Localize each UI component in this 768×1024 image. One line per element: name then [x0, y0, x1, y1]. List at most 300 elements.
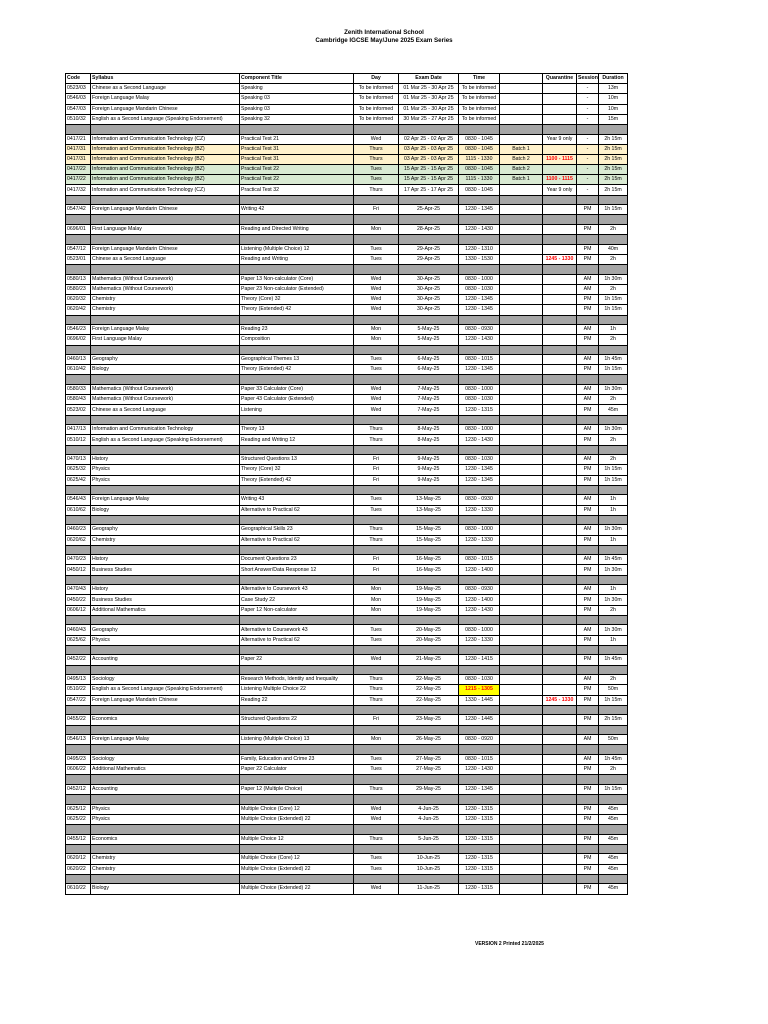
cell-duration: 1h — [599, 535, 628, 545]
separator-cell — [354, 575, 399, 585]
separator-cell — [543, 575, 577, 585]
separator-cell — [599, 645, 628, 655]
cell-time: 1230 - 1315 — [459, 405, 500, 415]
cell-code: 0450/22 — [66, 595, 91, 605]
cell-day: Mon — [354, 595, 399, 605]
separator-cell — [399, 665, 459, 675]
separator-cell — [66, 645, 91, 655]
cell-day: Thurs — [354, 675, 399, 685]
separator-cell — [599, 515, 628, 525]
cell-batch — [500, 305, 543, 315]
exam-timetable — [65, 73, 628, 895]
separator-cell — [500, 575, 543, 585]
separator-cell — [543, 195, 577, 205]
cell-component: Structured Questions 22 — [240, 715, 354, 725]
separator-cell — [354, 645, 399, 655]
cell-batch — [500, 104, 543, 114]
table-row — [66, 884, 628, 894]
cell-code: 0455/12 — [66, 834, 91, 844]
separator-cell — [459, 445, 500, 455]
separator-cell — [500, 445, 543, 455]
separator-cell — [399, 445, 459, 455]
separator-cell — [577, 315, 599, 325]
table-row — [66, 455, 628, 465]
cell-exam-date: 28-Apr-25 — [399, 225, 459, 235]
cell-code: 0620/22 — [66, 864, 91, 874]
cell-batch — [500, 295, 543, 305]
cell-exam-date: 30-Apr-25 — [399, 295, 459, 305]
cell-duration: 2h — [599, 675, 628, 685]
cell-time: 1230 - 1400 — [459, 565, 500, 575]
separator-cell — [543, 515, 577, 525]
cell-time: 1230 - 1430 — [459, 765, 500, 775]
cell-quarantine — [543, 535, 577, 545]
table-row — [66, 435, 628, 445]
cell-component: Practical Test 32 — [240, 185, 354, 195]
cell-session: AM — [577, 274, 599, 284]
cell-code: 0696/02 — [66, 335, 91, 345]
separator-cell — [599, 825, 628, 835]
cell-day: Wed — [354, 385, 399, 395]
cell-time: 1230 - 1315 — [459, 884, 500, 894]
cell-session: PM — [577, 365, 599, 375]
cell-duration: 2h 15m — [599, 175, 628, 185]
cell-quarantine — [543, 814, 577, 824]
cell-component: Alternative to Coursework 43 — [240, 585, 354, 595]
table-row — [66, 114, 628, 124]
separator-cell — [91, 725, 240, 735]
cell-code: 0417/22 — [66, 175, 91, 185]
cell-syllabus: Chemistry — [91, 295, 240, 305]
separator-cell — [500, 795, 543, 805]
cell-time: 0830 - 0920 — [459, 735, 500, 745]
separator-cell — [459, 265, 500, 275]
cell-duration: 45m — [599, 834, 628, 844]
separator-cell — [399, 215, 459, 225]
separator-cell — [66, 615, 91, 625]
separator-cell — [577, 445, 599, 455]
cell-code: 0580/13 — [66, 274, 91, 284]
cell-component: Composition — [240, 335, 354, 345]
separator-cell — [240, 645, 354, 655]
separator-cell — [399, 874, 459, 884]
cell-code: 0470/13 — [66, 455, 91, 465]
cell-day: Tues — [354, 854, 399, 864]
cell-day: To be informed — [354, 84, 399, 94]
table-row — [66, 284, 628, 294]
cell-day: Thurs — [354, 185, 399, 195]
cell-code: 0495/23 — [66, 754, 91, 764]
cell-syllabus: Mathematics (Without Coursework) — [91, 284, 240, 294]
cell-component: Reading and Writing 12 — [240, 435, 354, 445]
cell-batch — [500, 395, 543, 405]
separator-cell — [599, 844, 628, 854]
cell-session: PM — [577, 505, 599, 515]
separator-cell — [543, 124, 577, 134]
cell-time: 1230 - 1430 — [459, 435, 500, 445]
cell-session: - — [577, 165, 599, 175]
cell-batch — [500, 635, 543, 645]
separator-cell — [66, 415, 91, 425]
cell-syllabus: Information and Communication Technology (BZ) — [91, 154, 240, 164]
section-separator — [66, 825, 628, 835]
table-row — [66, 814, 628, 824]
cell-quarantine — [543, 784, 577, 794]
cell-session: - — [577, 154, 599, 164]
cell-duration: 1h 15m — [599, 784, 628, 794]
cell-code: 0417/32 — [66, 185, 91, 195]
section-separator — [66, 745, 628, 755]
separator-cell — [399, 775, 459, 785]
cell-day: Fri — [354, 715, 399, 725]
cell-batch — [500, 244, 543, 254]
separator-cell — [459, 705, 500, 715]
cell-syllabus: Physics — [91, 475, 240, 485]
separator-cell — [66, 265, 91, 275]
cell-syllabus: Mathematics (Without Coursework) — [91, 395, 240, 405]
separator-cell — [459, 795, 500, 805]
cell-session: PM — [577, 834, 599, 844]
cell-session: PM — [577, 295, 599, 305]
cell-component: Paper 12 Non-calculator — [240, 605, 354, 615]
section-separator — [66, 315, 628, 325]
separator-cell — [240, 874, 354, 884]
cell-exam-date: 5-May-25 — [399, 335, 459, 345]
separator-cell — [91, 515, 240, 525]
separator-cell — [599, 235, 628, 245]
cell-code: 0523/03 — [66, 84, 91, 94]
separator-cell — [91, 265, 240, 275]
section-separator — [66, 235, 628, 245]
cell-time: 1230 - 1330 — [459, 635, 500, 645]
table-row — [66, 605, 628, 615]
cell-duration: 1h 45m — [599, 655, 628, 665]
cell-session: PM — [577, 605, 599, 615]
separator-cell — [240, 825, 354, 835]
cell-batch — [500, 765, 543, 775]
cell-syllabus: Business Studies — [91, 565, 240, 575]
separator-cell — [354, 844, 399, 854]
cell-day: Fri — [354, 475, 399, 485]
separator-cell — [354, 725, 399, 735]
table-row — [66, 305, 628, 315]
cell-session: AM — [577, 555, 599, 565]
cell-code: 0625/12 — [66, 804, 91, 814]
table-row — [66, 555, 628, 565]
cell-duration: 1h 30m — [599, 525, 628, 535]
separator-cell — [599, 415, 628, 425]
cell-component: Theory (Core) 32 — [240, 465, 354, 475]
cell-component: Theory (Core) 32 — [240, 295, 354, 305]
separator-cell — [354, 545, 399, 555]
cell-exam-date: 20-May-25 — [399, 635, 459, 645]
cell-time: 0830 - 0930 — [459, 495, 500, 505]
section-separator — [66, 265, 628, 275]
cell-quarantine — [543, 84, 577, 94]
table-header-row — [66, 74, 628, 84]
cell-quarantine — [543, 754, 577, 764]
cell-syllabus: Sociology — [91, 675, 240, 685]
cell-code: 0610/42 — [66, 365, 91, 375]
cell-batch — [500, 255, 543, 265]
cell-day: Wed — [354, 305, 399, 315]
cell-day: Mon — [354, 225, 399, 235]
cell-exam-date: 03 Apr 25 - 03 Apr 25 — [399, 154, 459, 164]
separator-cell — [399, 844, 459, 854]
separator-cell — [599, 615, 628, 625]
cell-exam-date: 5-May-25 — [399, 325, 459, 335]
cell-quarantine — [543, 475, 577, 485]
separator-cell — [500, 615, 543, 625]
cell-session: - — [577, 175, 599, 185]
separator-cell — [240, 745, 354, 755]
cell-component: Reading 22 — [240, 695, 354, 705]
separator-cell — [354, 515, 399, 525]
cell-code: 0452/22 — [66, 655, 91, 665]
separator-cell — [66, 575, 91, 585]
cell-batch — [500, 84, 543, 94]
cell-duration: 2h — [599, 225, 628, 235]
cell-time: 1230 - 1345 — [459, 784, 500, 794]
separator-cell — [543, 725, 577, 735]
separator-cell — [66, 725, 91, 735]
cell-day: Mon — [354, 735, 399, 745]
table-row — [66, 104, 628, 114]
cell-code: 0417/31 — [66, 144, 91, 154]
cell-code: 0546/13 — [66, 735, 91, 745]
cell-duration: 2h — [599, 605, 628, 615]
cell-duration: 2h — [599, 765, 628, 775]
separator-cell — [599, 775, 628, 785]
separator-cell — [500, 265, 543, 275]
cell-duration: 2h — [599, 455, 628, 465]
separator-cell — [354, 235, 399, 245]
separator-cell — [577, 874, 599, 884]
cell-quarantine — [543, 505, 577, 515]
cell-duration: 10m — [599, 104, 628, 114]
cell-syllabus: Foreign Language Malay — [91, 495, 240, 505]
cell-syllabus: Chinese as a Second Language — [91, 84, 240, 94]
cell-session: PM — [577, 535, 599, 545]
separator-cell — [500, 235, 543, 245]
cell-quarantine — [543, 295, 577, 305]
separator-cell — [577, 485, 599, 495]
cell-batch — [500, 585, 543, 595]
cell-day: Mon — [354, 335, 399, 345]
cell-duration: 45m — [599, 884, 628, 894]
cell-duration: 1h 15m — [599, 205, 628, 215]
section-separator — [66, 415, 628, 425]
cell-quarantine — [543, 565, 577, 575]
cell-day: Wed — [354, 274, 399, 284]
cell-batch — [500, 854, 543, 864]
section-separator — [66, 645, 628, 655]
cell-quarantine — [543, 455, 577, 465]
cell-code: 0510/12 — [66, 435, 91, 445]
cell-exam-date: 4-Jun-25 — [399, 804, 459, 814]
cell-duration: 40m — [599, 244, 628, 254]
col-header-code: Code — [66, 74, 91, 84]
col-header-time: Time — [459, 74, 500, 84]
separator-cell — [66, 195, 91, 205]
table-row — [66, 425, 628, 435]
separator-cell — [399, 545, 459, 555]
table-row — [66, 325, 628, 335]
cell-day: Tues — [354, 495, 399, 505]
cell-session: AM — [577, 355, 599, 365]
cell-day: Tues — [354, 244, 399, 254]
cell-batch — [500, 754, 543, 764]
cell-component: Listening (Multiple Choice) 12 — [240, 244, 354, 254]
separator-cell — [91, 485, 240, 495]
cell-session: AM — [577, 754, 599, 764]
cell-component: Family, Education and Crime 23 — [240, 754, 354, 764]
cell-batch — [500, 715, 543, 725]
cell-batch — [500, 735, 543, 745]
cell-component: Writing 42 — [240, 205, 354, 215]
cell-day: To be informed — [354, 104, 399, 114]
cell-exam-date: 9-May-25 — [399, 475, 459, 485]
cell-batch — [500, 425, 543, 435]
separator-cell — [500, 515, 543, 525]
cell-component: Document Questions 23 — [240, 555, 354, 565]
cell-exam-date: 4-Jun-25 — [399, 814, 459, 824]
separator-cell — [354, 124, 399, 134]
separator-cell — [543, 315, 577, 325]
separator-cell — [543, 844, 577, 854]
separator-cell — [354, 874, 399, 884]
separator-cell — [459, 195, 500, 205]
cell-duration: 1h 30m — [599, 565, 628, 575]
table-row — [66, 475, 628, 485]
cell-time: 1230 - 1315 — [459, 834, 500, 844]
separator-cell — [500, 545, 543, 555]
cell-time: 0830 - 0930 — [459, 325, 500, 335]
cell-component: Paper 12 (Multiple Choice) — [240, 784, 354, 794]
cell-time: 1330 - 1445 — [459, 695, 500, 705]
cell-quarantine — [543, 854, 577, 864]
cell-component: Multiple Choice (Core) 12 — [240, 854, 354, 864]
cell-time: 0830 - 1015 — [459, 754, 500, 764]
cell-code: 0510/32 — [66, 114, 91, 124]
cell-session: - — [577, 134, 599, 144]
cell-syllabus: Foreign Language Mandarin Chinese — [91, 205, 240, 215]
cell-syllabus: Geography — [91, 525, 240, 535]
cell-time: 0830 - 1000 — [459, 274, 500, 284]
cell-time: 1230 - 1400 — [459, 595, 500, 605]
cell-component: Speaking 03 — [240, 104, 354, 114]
cell-session: PM — [577, 244, 599, 254]
table-row — [66, 244, 628, 254]
cell-session: PM — [577, 305, 599, 315]
cell-time: 1115 - 1330 — [459, 154, 500, 164]
cell-time: 1230 - 1330 — [459, 505, 500, 515]
cell-duration: 2h 15m — [599, 154, 628, 164]
separator-cell — [543, 345, 577, 355]
separator-cell — [459, 665, 500, 675]
cell-time: 1230 - 1345 — [459, 305, 500, 315]
table-row — [66, 165, 628, 175]
cell-syllabus: Foreign Language Mandarin Chinese — [91, 104, 240, 114]
cell-exam-date: 19-May-25 — [399, 605, 459, 615]
cell-session: - — [577, 144, 599, 154]
cell-time: 1230 - 1345 — [459, 365, 500, 375]
section-separator — [66, 215, 628, 225]
cell-duration: 50m — [599, 735, 628, 745]
separator-cell — [66, 545, 91, 555]
cell-batch — [500, 675, 543, 685]
cell-quarantine — [543, 735, 577, 745]
cell-component: Speaking — [240, 84, 354, 94]
cell-quarantine — [543, 94, 577, 104]
cell-time: 0830 - 1030 — [459, 455, 500, 465]
table-row — [66, 834, 628, 844]
cell-exam-date: 23-May-25 — [399, 715, 459, 725]
cell-code: 0547/03 — [66, 104, 91, 114]
col-header-exam-date: Exam Date — [399, 74, 459, 84]
separator-cell — [354, 825, 399, 835]
separator-cell — [459, 515, 500, 525]
separator-cell — [500, 745, 543, 755]
cell-day: Tues — [354, 505, 399, 515]
separator-cell — [66, 375, 91, 385]
cell-duration: 1h 15m — [599, 365, 628, 375]
section-separator — [66, 705, 628, 715]
separator-cell — [500, 345, 543, 355]
separator-cell — [577, 195, 599, 205]
cell-syllabus: Foreign Language Malay — [91, 735, 240, 745]
cell-session: - — [577, 185, 599, 195]
cell-component: Structured Questions 13 — [240, 455, 354, 465]
cell-quarantine — [543, 144, 577, 154]
cell-component: Alternative to Coursework 43 — [240, 625, 354, 635]
section-separator — [66, 874, 628, 884]
separator-cell — [399, 575, 459, 585]
cell-code: 0580/33 — [66, 385, 91, 395]
section-separator — [66, 515, 628, 525]
separator-cell — [66, 515, 91, 525]
cell-syllabus: Physics — [91, 814, 240, 824]
cell-code: 0620/42 — [66, 305, 91, 315]
separator-cell — [91, 215, 240, 225]
separator-cell — [399, 124, 459, 134]
separator-cell — [459, 844, 500, 854]
cell-quarantine — [543, 884, 577, 894]
separator-cell — [91, 345, 240, 355]
cell-day: To be informed — [354, 114, 399, 124]
cell-exam-date: 30-Apr-25 — [399, 274, 459, 284]
separator-cell — [500, 665, 543, 675]
separator-cell — [459, 645, 500, 655]
cell-quarantine — [543, 675, 577, 685]
separator-cell — [459, 315, 500, 325]
cell-syllabus: Additional Mathematics — [91, 765, 240, 775]
separator-cell — [91, 545, 240, 555]
table-row — [66, 595, 628, 605]
separator-cell — [500, 705, 543, 715]
cell-time: 0830 - 1000 — [459, 525, 500, 535]
cell-syllabus: First Language Malay — [91, 335, 240, 345]
cell-day: Wed — [354, 405, 399, 415]
table-row — [66, 495, 628, 505]
cell-exam-date: 25-Apr-25 — [399, 205, 459, 215]
table-row — [66, 675, 628, 685]
cell-time: 1230 - 1315 — [459, 804, 500, 814]
separator-cell — [543, 795, 577, 805]
separator-cell — [599, 545, 628, 555]
cell-code: 0510/22 — [66, 685, 91, 695]
cell-component: Multiple Choice (Extended) 22 — [240, 884, 354, 894]
